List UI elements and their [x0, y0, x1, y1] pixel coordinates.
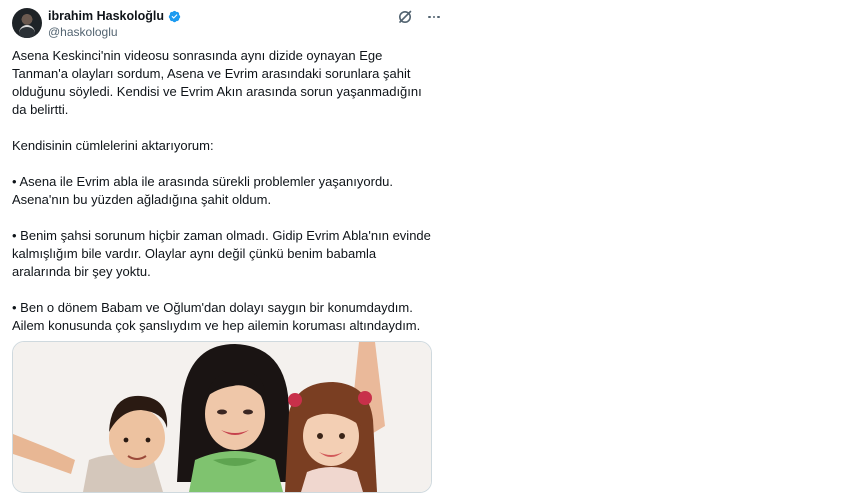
tweet-paragraph: • Benim şahsi sorunum hiçbir zaman olmadı. Gidip Evrim Abla'nın evinde kalmışlığım bile vardır. Olaylar aynı değil çünkü benim babamla aralarında bir şey yoktu.: [12, 228, 431, 279]
dot: [433, 16, 436, 19]
photo-illustration: [13, 342, 431, 492]
tweet-paragraph: Asena Keskinci'nin videosu sonrasında aynı dizide oynayan Ege Tanman'a olayları sordum, Asena ve Evrim arasındaki sorunlara şahit olduğunu söyledi. Kendisi ve Evrim Akın arasında sorun yaşanmadığını da belirtti.: [12, 48, 422, 117]
author-name-row: [48, 8, 181, 24]
dot: [428, 16, 431, 19]
grok-icon[interactable]: [397, 9, 413, 25]
author-avatar[interactable]: [12, 8, 42, 38]
author-handle[interactable]: @haskologlu: [48, 25, 118, 39]
more-horizontal-icon[interactable]: [425, 9, 443, 25]
tweet-text: [12, 47, 432, 335]
dot: [437, 16, 440, 19]
tweet-paragraph: Kendisinin cümlelerini aktarıyorum:: [12, 138, 214, 153]
tweet-paragraph: • Ben o dönem Babam ve Oğlum'dan dolayı saygın bir konumdaydım. Ailem konusunda çok şanslıydım ve hep ailemin koruması altındaydım.: [12, 300, 421, 333]
tweet-header: [12, 6, 432, 40]
verified-badge-icon: [168, 10, 181, 23]
tweet-media-photo[interactable]: [12, 341, 432, 493]
author-display-name[interactable]: ibrahim Haskoloğlu: [48, 9, 164, 23]
tweet-paragraph: • Asena ile Evrim abla ile arasında sürekli problemler yaşanıyordu. Asena'nın bu yüzden ağladığına şahit oldum.: [12, 174, 394, 207]
